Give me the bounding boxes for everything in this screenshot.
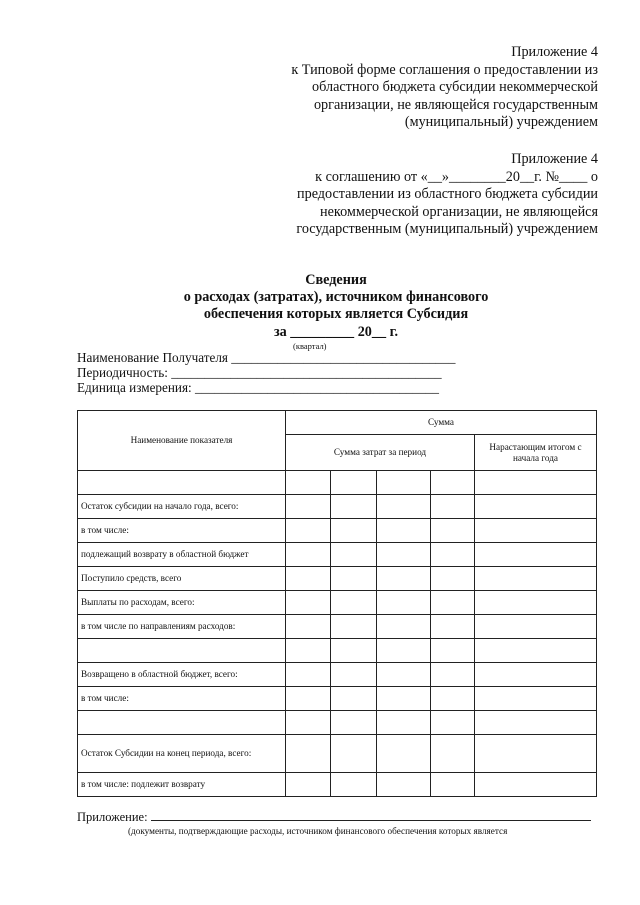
table-cell[interactable] xyxy=(331,735,377,773)
table-cell[interactable] xyxy=(286,591,331,615)
table-row xyxy=(78,591,597,615)
table-cell[interactable] xyxy=(331,543,377,567)
recipient-field[interactable]: Наименование Получателя __________________________________ xyxy=(77,350,456,365)
table-cell[interactable] xyxy=(377,735,431,773)
table-cell[interactable] xyxy=(475,773,597,797)
table-cell[interactable] xyxy=(431,471,475,495)
table-cell[interactable] xyxy=(331,773,377,797)
table-cell[interactable] xyxy=(331,495,377,519)
document-title xyxy=(0,272,640,341)
table-cell[interactable] xyxy=(331,711,377,735)
table-row xyxy=(78,615,597,639)
table-cell[interactable] xyxy=(286,567,331,591)
table-row xyxy=(78,687,597,711)
annex-header-agreement xyxy=(296,151,598,239)
table-row xyxy=(78,519,597,543)
header-cumulative: Нарастающим итогом с начала года xyxy=(475,435,597,471)
table-cell[interactable] xyxy=(331,663,377,687)
unit-field[interactable]: Единица измерения: _____________________________________ xyxy=(77,380,439,396)
table-cell[interactable] xyxy=(377,663,431,687)
table-cell[interactable] xyxy=(475,495,597,519)
expenses-table xyxy=(77,410,597,797)
table-cell[interactable] xyxy=(286,735,331,773)
annex-header-line: к Типовой форме соглашения о предоставлении из xyxy=(291,61,598,78)
table-cell[interactable] xyxy=(377,567,431,591)
title-line: обеспечения которых является Субсидия xyxy=(203,306,469,323)
table-cell[interactable] xyxy=(377,495,431,519)
table-cell[interactable] xyxy=(431,567,475,591)
appendix-field xyxy=(77,810,591,825)
row-label xyxy=(78,471,286,495)
table-cell[interactable] xyxy=(431,687,475,711)
table-cell[interactable] xyxy=(286,495,331,519)
table-cell[interactable] xyxy=(286,687,331,711)
frequency-field[interactable]: Периодичность: _________________________________________ xyxy=(77,365,442,381)
title-line: о расходах (затратах), источником финансового xyxy=(183,289,489,306)
table-row xyxy=(78,711,597,735)
table-cell[interactable] xyxy=(431,735,475,773)
header-sum: Сумма xyxy=(286,411,597,435)
table-cell[interactable] xyxy=(431,495,475,519)
table-cell[interactable] xyxy=(331,615,377,639)
table-cell[interactable] xyxy=(431,519,475,543)
table-row xyxy=(78,663,597,687)
table-cell[interactable] xyxy=(475,615,597,639)
period-note: (квартал) xyxy=(293,341,327,351)
row-label: в том числе: подлежит возврату xyxy=(78,773,286,797)
table-cell[interactable] xyxy=(331,519,377,543)
title-line: Сведения xyxy=(305,272,367,288)
row-label: Выплаты по расходам, всего: xyxy=(78,591,286,615)
annex-header-line: (муниципальный) учреждением xyxy=(404,114,598,131)
annex-header-line: областного бюджета субсидии некоммерческой xyxy=(312,79,598,96)
title-period-line: за _________ 20__ г. xyxy=(273,323,399,340)
table-cell[interactable] xyxy=(331,567,377,591)
table-cell[interactable] xyxy=(475,735,597,773)
table-cell[interactable] xyxy=(475,663,597,687)
table-row xyxy=(78,639,597,663)
annex-header-line: предоставлении из областного бюджета субсидии xyxy=(297,186,598,203)
appendix-note: (документы, подтверждающие расходы, источником финансового обеспечения которых является xyxy=(128,826,508,836)
table-cell[interactable] xyxy=(377,615,431,639)
table-cell[interactable] xyxy=(377,639,431,663)
header-indicator: Наименование показателя xyxy=(78,411,286,471)
table-cell[interactable] xyxy=(377,711,431,735)
row-label: Поступило средств, всего xyxy=(78,567,286,591)
table-cell[interactable] xyxy=(475,639,597,663)
table-cell[interactable] xyxy=(431,711,475,735)
row-label xyxy=(78,639,286,663)
table-cell[interactable] xyxy=(286,663,331,687)
table-row xyxy=(78,773,597,797)
table-cell[interactable] xyxy=(475,543,597,567)
appendix-input-line[interactable] xyxy=(151,810,591,821)
table-cell[interactable] xyxy=(431,773,475,797)
table-cell[interactable] xyxy=(286,711,331,735)
row-label xyxy=(78,711,286,735)
annex-header-line: организации, не являющейся государственным xyxy=(313,96,598,113)
table-cell[interactable] xyxy=(286,519,331,543)
table-cell[interactable] xyxy=(286,471,331,495)
table-cell[interactable] xyxy=(475,567,597,591)
annex-header-line: Приложение 4 xyxy=(511,44,598,60)
table-cell[interactable] xyxy=(475,591,597,615)
table-cell[interactable] xyxy=(331,687,377,711)
annex-header-form xyxy=(291,44,598,132)
row-label: Остаток субсидии на начало года, всего: xyxy=(78,495,286,519)
table-cell[interactable] xyxy=(475,519,597,543)
row-label: подлежащий возврату в областной бюджет xyxy=(78,543,286,567)
table-row xyxy=(78,495,597,519)
table-cell[interactable] xyxy=(475,711,597,735)
table-cell[interactable] xyxy=(431,615,475,639)
form-fields xyxy=(77,350,455,396)
table-cell[interactable] xyxy=(377,543,431,567)
table-row xyxy=(78,735,597,773)
row-label: в том числе по направлениям расходов: xyxy=(78,615,286,639)
table-cell[interactable] xyxy=(377,519,431,543)
annex-header-line: к соглашению от «__»________20__г. №____ о xyxy=(315,168,598,185)
table-cell[interactable] xyxy=(377,591,431,615)
annex-header-line: Приложение 4 xyxy=(511,151,598,167)
table-cell[interactable] xyxy=(377,773,431,797)
table-row xyxy=(78,543,597,567)
annex-header-line: государственным (муниципальный) учреждением xyxy=(296,221,598,238)
table-cell[interactable] xyxy=(431,663,475,687)
table-row xyxy=(78,471,597,495)
row-label: в том числе: xyxy=(78,519,286,543)
annex-header-line: некоммерческой организации, не являющейся xyxy=(320,203,598,220)
table-cell[interactable] xyxy=(331,591,377,615)
table-cell[interactable] xyxy=(286,773,331,797)
table-cell[interactable] xyxy=(431,543,475,567)
table-cell[interactable] xyxy=(475,471,597,495)
header-period: Сумма затрат за период xyxy=(286,435,475,471)
table-cell[interactable] xyxy=(475,687,597,711)
table-cell[interactable] xyxy=(331,471,377,495)
table-cell[interactable] xyxy=(331,639,377,663)
table-cell[interactable] xyxy=(286,615,331,639)
table-cell[interactable] xyxy=(377,687,431,711)
row-label: в том числе: xyxy=(78,687,286,711)
table-row xyxy=(78,567,597,591)
table-cell[interactable] xyxy=(431,591,475,615)
table-cell[interactable] xyxy=(286,639,331,663)
appendix-label: Приложение: xyxy=(77,810,148,824)
table-cell[interactable] xyxy=(286,543,331,567)
table-cell[interactable] xyxy=(431,639,475,663)
table-cell[interactable] xyxy=(377,471,431,495)
row-label: Остаток Субсидии на конец периода, всего: xyxy=(78,735,286,773)
row-label: Возвращено в областной бюджет, всего: xyxy=(78,663,286,687)
